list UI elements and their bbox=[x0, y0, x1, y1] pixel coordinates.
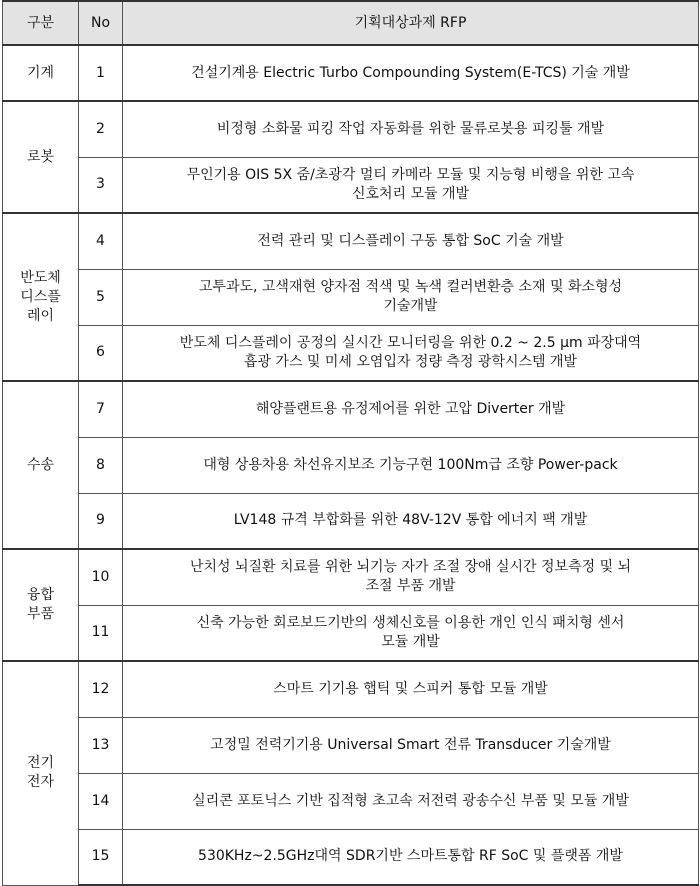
rfp-title-line: 무인기용 OIS 5X 줌/초광각 멀티 카메라 모듈 및 지능형 비행을 위한 고속 bbox=[186, 166, 635, 183]
rfp-title-cell bbox=[123, 45, 699, 101]
rfp-title-cell bbox=[123, 773, 699, 829]
category-line: 부품 bbox=[26, 606, 55, 622]
rfp-title-line: 조절 부품 개발 bbox=[365, 578, 456, 595]
rfp-title-line: 실리콘 포토닉스 기반 집적형 초고속 저전력 광송수신 부품 및 모듈 개발 bbox=[192, 792, 629, 809]
rfp-title-line: 흡광 가스 및 미세 오염입자 정량 측정 광학시스템 개발 bbox=[243, 353, 578, 370]
rfp-title-cell bbox=[123, 661, 699, 717]
rfp-title-line: 기술개발 bbox=[383, 298, 438, 314]
row-number: 8 bbox=[79, 437, 123, 493]
header-no: No bbox=[79, 1, 123, 45]
row-number: 15 bbox=[79, 829, 123, 885]
row-number: 7 bbox=[79, 381, 123, 437]
rfp-title-cell bbox=[123, 437, 699, 493]
header-row bbox=[3, 1, 699, 45]
category-line: 디스플 bbox=[20, 288, 61, 305]
rfp-title-cell bbox=[123, 157, 699, 213]
header-category: 구분 bbox=[3, 1, 79, 45]
table-row bbox=[3, 381, 699, 437]
rfp-title-cell bbox=[123, 493, 699, 549]
rfp-title-line: 전력 관리 및 디스플레이 구동 통합 SoC 기술 개발 bbox=[257, 232, 564, 249]
rfp-title-line: 난치성 뇌질환 치료를 위한 뇌기능 자가 조절 장애 실시간 정보측정 및 뇌 bbox=[189, 559, 632, 576]
table-row bbox=[3, 325, 699, 381]
row-number: 2 bbox=[79, 101, 123, 157]
rfp-title-line: 스마트 기기용 햅틱 및 스피커 통합 모듈 개발 bbox=[273, 680, 548, 697]
row-number: 12 bbox=[79, 661, 123, 717]
rfp-title-cell bbox=[123, 549, 699, 605]
rfp-title-line: 고정밀 전력기기용 Universal Smart 전류 Transducer 기술개발 bbox=[210, 736, 611, 753]
category-line: 융합 bbox=[26, 587, 55, 603]
rfp-title-line: 모듈 개발 bbox=[381, 633, 440, 650]
category-line: 로봇 bbox=[26, 148, 55, 165]
rfp-title-cell bbox=[123, 325, 699, 381]
category-cell bbox=[3, 101, 79, 213]
rfp-title-line: 고투과도, 고색재현 양자점 적색 및 녹색 컬러변환층 소재 및 화소형성 bbox=[198, 279, 623, 295]
rfp-title-line: 해양플랜트용 유정제어를 위한 고압 Diverter 개발 bbox=[255, 400, 566, 417]
table-row bbox=[3, 717, 699, 773]
rfp-title-cell bbox=[123, 101, 699, 157]
row-number: 10 bbox=[79, 549, 123, 605]
row-number: 3 bbox=[79, 157, 123, 213]
category-cell bbox=[3, 549, 79, 661]
rfp-title-line: 530KHz~2.5GHz대역 SDR기반 스마트통합 RF SoC 및 플랫폼 개발 bbox=[198, 848, 623, 865]
rfp-title-cell bbox=[123, 213, 699, 269]
header-rfp: 기획대상과제 RFP bbox=[123, 1, 699, 45]
rfp-title-cell bbox=[123, 717, 699, 773]
table-row bbox=[3, 269, 699, 325]
table-row bbox=[3, 773, 699, 829]
category-line: 레이 bbox=[26, 307, 55, 324]
rfp-title-line: 반도체 디스플레이 공정의 실시간 모니터링을 위한 0.2 ~ 2.5 µm 파장대역 bbox=[179, 334, 642, 351]
row-number: 5 bbox=[79, 269, 123, 325]
table-row bbox=[3, 437, 699, 493]
category-line: 전자 bbox=[26, 774, 55, 791]
row-number: 1 bbox=[79, 45, 123, 101]
row-number: 9 bbox=[79, 493, 123, 549]
table-header bbox=[3, 1, 699, 45]
rfp-title-line: 신호처리 모듈 개발 bbox=[351, 185, 470, 202]
rfp-title-cell bbox=[123, 829, 699, 885]
rfp-title-line: 건설기계용 Electric Turbo Compounding System(E-TCS) 기술 개발 bbox=[191, 64, 630, 81]
table-row bbox=[3, 549, 699, 605]
category-line: 기계 bbox=[26, 64, 55, 81]
category-cell bbox=[3, 661, 79, 885]
row-number: 13 bbox=[79, 717, 123, 773]
table-row bbox=[3, 213, 699, 269]
row-number: 6 bbox=[79, 325, 123, 381]
table-row bbox=[3, 101, 699, 157]
category-line: 전기 bbox=[26, 755, 55, 772]
rfp-title-cell bbox=[123, 269, 699, 325]
row-number: 14 bbox=[79, 773, 123, 829]
category-cell bbox=[3, 213, 79, 381]
rfp-table bbox=[2, 0, 699, 886]
table-body bbox=[3, 45, 699, 885]
table-row bbox=[3, 45, 699, 101]
rfp-title-line: 대형 상용차용 차선유지보조 기능구현 100Nm급 조향 Power-pack bbox=[203, 456, 618, 473]
rfp-title-line: 신축 가능한 회로보드기반의 생체신호를 이용한 개인 인식 패치형 센서 bbox=[196, 614, 625, 631]
table-row bbox=[3, 661, 699, 717]
category-cell bbox=[3, 381, 79, 549]
row-number: 11 bbox=[79, 605, 123, 661]
rfp-title-line: LV148 규격 부합화를 위한 48V-12V 통합 에너지 팩 개발 bbox=[233, 512, 588, 529]
category-cell bbox=[3, 45, 79, 101]
category-line: 반도체 bbox=[20, 269, 61, 286]
table-row bbox=[3, 157, 699, 213]
row-number: 4 bbox=[79, 213, 123, 269]
category-line: 수송 bbox=[26, 456, 55, 473]
table-row bbox=[3, 605, 699, 661]
rfp-title-line: 비정형 소화물 피킹 작업 자동화를 위한 물류로봇용 피킹툴 개발 bbox=[216, 120, 605, 137]
table-row bbox=[3, 829, 699, 885]
rfp-title-cell bbox=[123, 381, 699, 437]
table-row bbox=[3, 493, 699, 549]
rfp-title-cell bbox=[123, 605, 699, 661]
